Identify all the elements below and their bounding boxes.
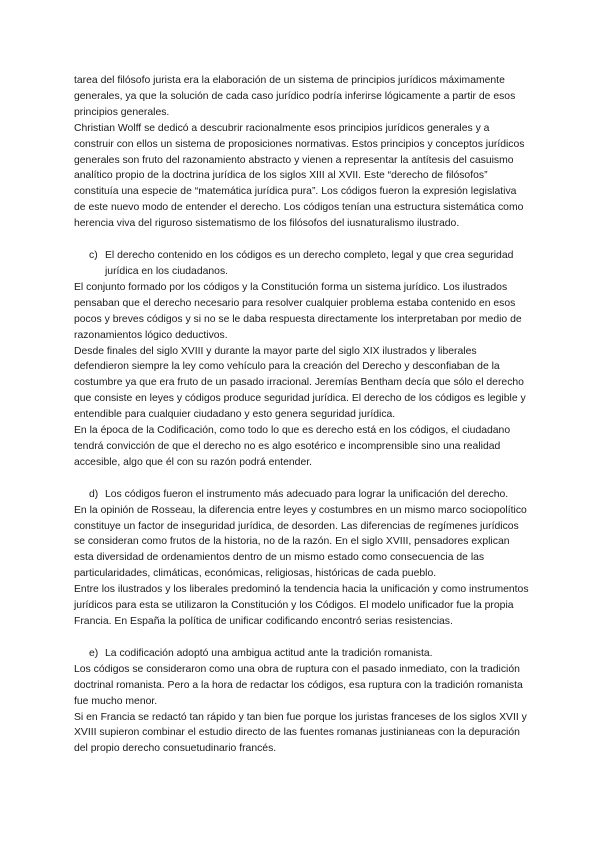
- paragraph: El conjunto formado por los códigos y la Constitución forma un sistema jurídico. Los ilustrados pensaban que el derecho necesario para resolver cualquier problema estaba contenido en esos pocos y breves códigos y si no se le daba respuesta directamente los interpretaban por medio de razonamientos lógico deductivos.: [74, 281, 522, 341]
- list-marker: d): [89, 488, 99, 500]
- paragraph: Si en Francia se redactó tan rápido y tan bien fue porque los juristas franceses de los siglos XVII y XVIII supieron combinar el estudio directo de las fuentes romanas justinianeas con la depuración del propio derecho consuetudinario francés.: [74, 711, 527, 755]
- paragraph: Los códigos se consideraron como una obra de ruptura con el pasado inmediato, con la tradición doctrinal romanista. Pero a la hora de redactar los códigos, esa ruptura con la tradición romanista fue mucho menor.: [74, 663, 523, 707]
- paragraph: Christian Wolff se dedicó a descubrir racionalmente esos principios jurídicos generales y a construir con ellos un sistema de proposiciones normativas. Estos principios y conceptos jurídicos generales son fruto del razonamiento abstracto y vienen a representar la antítesis del casuismo analítico propio de la doctrina jurídica de los siglos XIII al XVII. Este “derecho de filósofos” constituía una especie de “matemática jurídica pura”. Los códigos fueron la expresión legislativa de este nuevo modo de entender el derecho. Los códigos tenían una estructura sistemática como herencia viva del riguroso sistematismo de los filósofos del iusnaturalismo ilustrado.: [74, 122, 525, 230]
- paragraph: Desde finales del siglo XVIII y durante la mayor parte del siglo XIX ilustrados y liberales defendieron siempre la ley como vehículo para la creación del Derecho y desconfiaban de la costumbre ya que era fruto de un pasado irracional. Jeremías Bentham decía que sólo el derecho que consiste en leyes y códigos produce seguridad jurídica. El derecho de los códigos es legible y entendible para cualquier ciudadano y esto genera seguridad jurídica.: [74, 345, 526, 421]
- paragraph: Entre los ilustrados y los liberales predominó la tendencia hacia la unificación y como instrumentos jurídicos para esta se utilizaron la Constitución y los Códigos. El modelo unificador fue la propia Francia. En España la política de unificar codificando encontró serias resistencias.: [74, 584, 529, 627]
- list-item-heading: Los códigos fueron el instrumento más adecuado para lograr la unificación del derecho.: [105, 488, 509, 500]
- list-item-c: [74, 248, 529, 280]
- list-item-heading: La codificación adoptó una ambigua actitud ante la tradición romanista.: [105, 647, 433, 659]
- list-item-e: [74, 646, 529, 662]
- paragraph: En la opinión de Rosseau, la diferencia entre leyes y costumbres en un mismo marco sociopolítico constituye un factor de inseguridad jurídica, de desorden. Las diferencias de regímenes jurídicos se consideran como frutos de la historia, no de la razón. En el siglo XVIII, pensadores explican esta diversidad de ordenamientos dentro de un mismo estado como consecuencia de las particularidades, climáticas, económicas, religiosas, históricas de cada pueblo.: [74, 504, 527, 580]
- list-marker: c): [89, 250, 98, 262]
- list-item-heading: El derecho contenido en los códigos es un derecho completo, legal y que crea seguridad jurídica en los ciudadanos.: [105, 250, 514, 277]
- list-marker: e): [89, 647, 99, 659]
- document-page: [74, 73, 529, 757]
- list-item-d: [74, 487, 529, 503]
- paragraph: En la época de la Codificación, como todo lo que es derecho está en los códigos, el ciudadano tendrá convicción de que el derecho no es algo esotérico e incomprensible sino una realidad accesible, algo que él con su razón podrá entender.: [74, 425, 511, 468]
- paragraph: tarea del filósofo jurista era la elaboración de un sistema de principios jurídicos máximamente generales, ya que la solución de cada caso jurídico podría inferirse lógicamente a partir de esos principios generales.: [74, 75, 516, 118]
